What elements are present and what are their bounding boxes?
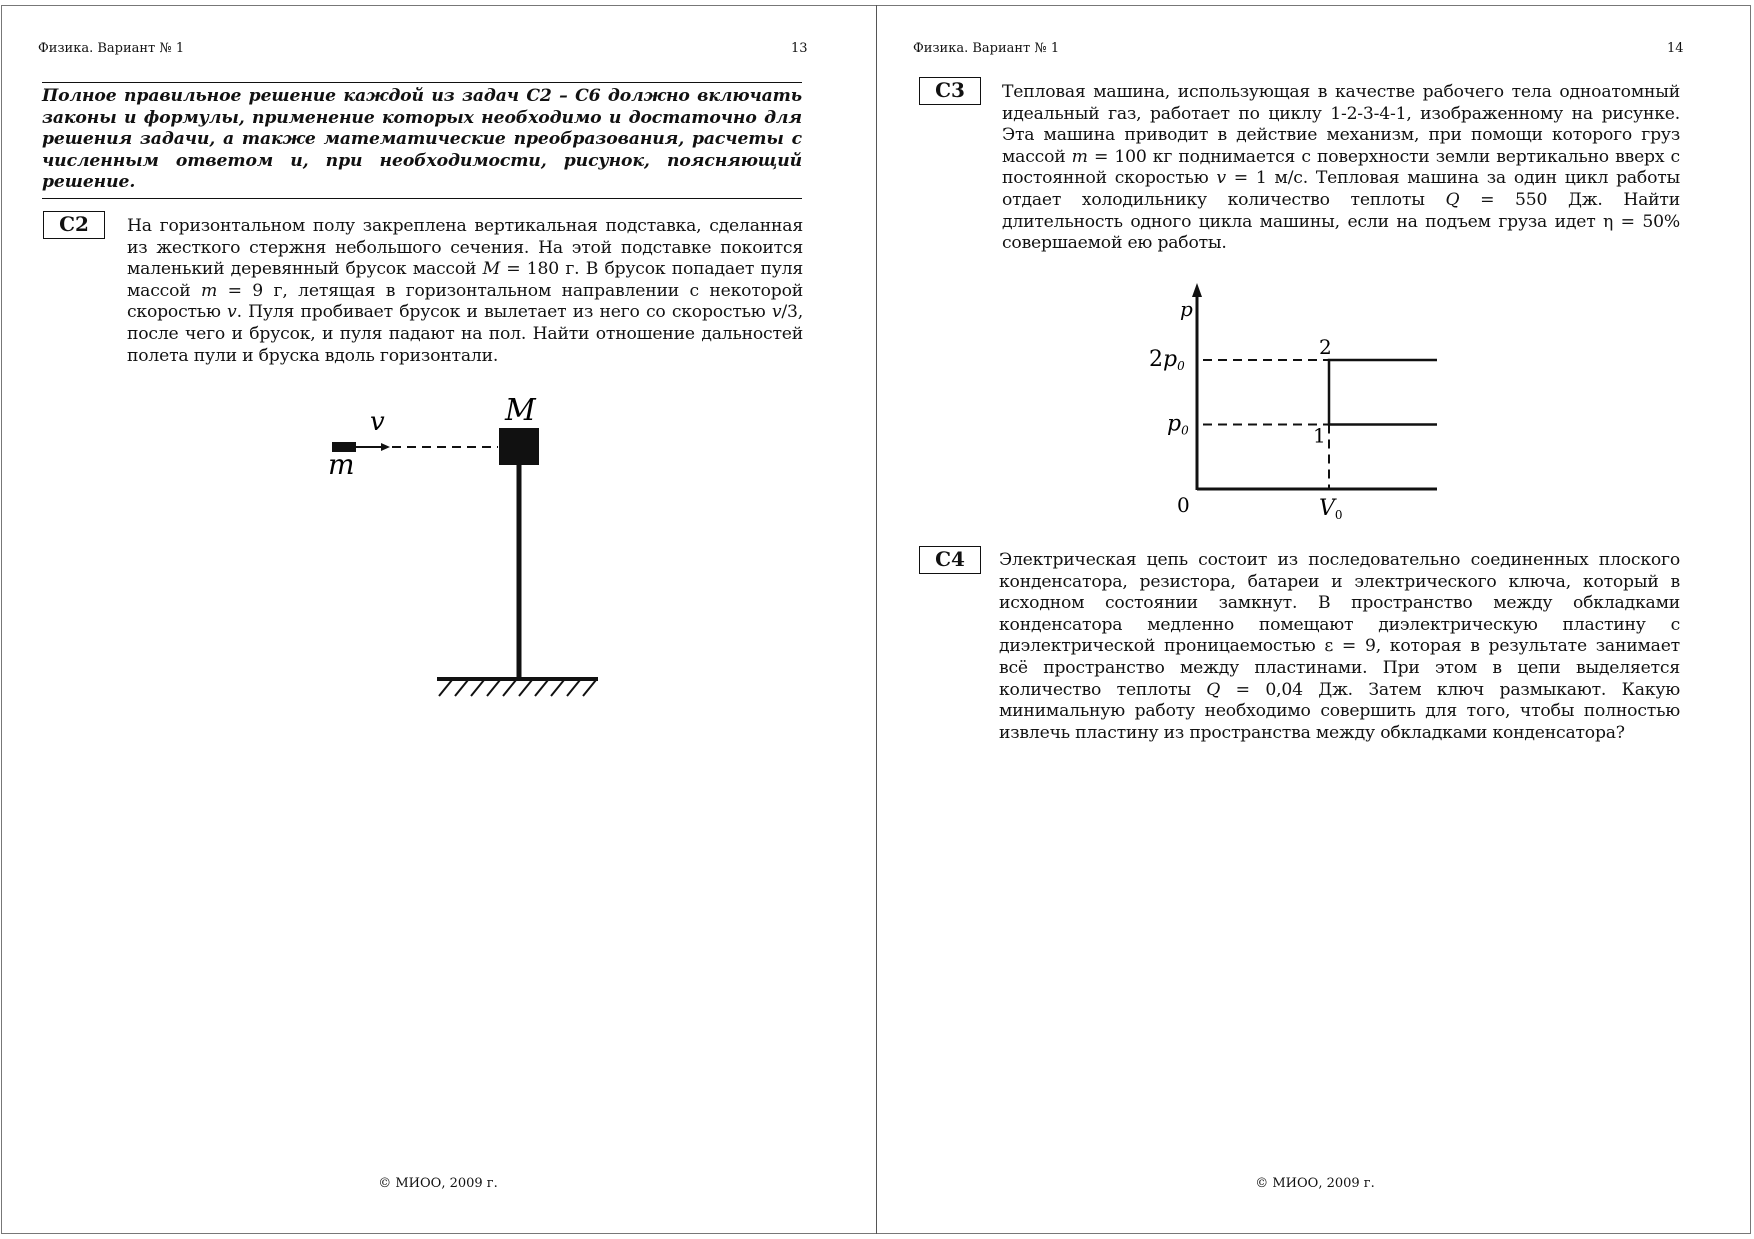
bullet-block-figure (300, 390, 620, 710)
tick-label-2p0: 2p0 (1149, 347, 1185, 373)
task-text-c2: На горизонтальном полу закреплена вертикальная подставка, сделанная из жесткого стержня небольшого сечения. На этой подставке покоится маленький деревянный брусок массой M = 180 г. В брусок попадает пуля массой m = 9 г, летящая в горизонтальном направлении с некоторой скоростью v. Пуля пробивает брусок и вылетает из него со скоростью v/3, после чего и брусок, и пуля падают на пол. Найти отношение дальностей полета пули и бруска вдоль горизонтали. (127, 216, 803, 366)
wooden-block (499, 428, 539, 465)
cycle-point-2: 2 (1319, 335, 1332, 359)
task-text-c4: Электрическая цепь состоит из последовательно соединенных плоского конденсатора, резистора, батареи и электрического ключа, который в исходном состоянии замкнут. В пространство между обкладками конденсатора медленно помещают диэлектрическую пластину с диэлектрической проницаемостью ε = 9, которая в результате занимает всё пространство между пластинами. При этом в цепи выделяется количество теплоты Q = 0,04 Дж. Затем ключ размыкают. Какую минимальную работу необходимо совершить для того, чтобы полностью извлечь пластину из пространства между обкладками конденсатора? (999, 550, 1680, 743)
task-label-c4: С4 (919, 546, 981, 574)
running-head: Физика. Вариант № 1 (913, 41, 1060, 56)
running-head: Физика. Вариант № 1 (38, 41, 185, 56)
axis-origin: 0 (1177, 493, 1190, 517)
left-page (0, 0, 876, 1239)
floor-hatching (439, 680, 596, 696)
task-text-c3: Тепловая машина, использующая в качестве рабочего тела одноатомный идеальный газ, работает по циклу 1-2-3-4-1, изображенному на рисунке. Эта машина приводит в действие механизм, при помощи которого груз массой m = 100 кг поднимается с поверхности земли вертикально вверх с постоянной скоростью v = 1 м/с. Тепловая машина за один цикл работы отдает холодильнику количество теплоты Q = 550 Дж. Найти длительность одного цикла машины, если на подъем груза идет η = 50% совершаемой ею работы. (1002, 82, 1681, 254)
label-block-mass: M (505, 393, 536, 428)
tick-label-V0: V0 (1319, 496, 1343, 522)
task-label-c3: С3 (919, 77, 981, 105)
task-label-c2: С2 (43, 211, 105, 239)
p-axis-arrowhead (1192, 283, 1202, 297)
pv-diagram (1137, 280, 1437, 530)
page-number: 14 (1667, 41, 1684, 56)
velocity-arrowhead (381, 443, 390, 451)
solution-instructions: Полное правильное решение каждой из задач С2 – С6 должно включать законы и формулы, применение которых необходимо и достаточно для решения задачи, а также математические преобразования, расчеты с численным ответом и, при необходимости, рисунок, поясняющий решение. (42, 82, 802, 199)
footer-copyright: © МИОО, 2009 г. (1255, 1176, 1375, 1191)
cycle-point-labels (1313, 335, 1437, 448)
cycle-point-1: 1 (1313, 423, 1326, 448)
right-page (877, 0, 1754, 1239)
tick-label-p0: p0 (1167, 411, 1189, 438)
page-number: 13 (791, 41, 808, 56)
label-velocity: v (370, 407, 385, 437)
label-bullet-mass: m (328, 448, 355, 481)
axis-label-p: p (1180, 297, 1193, 321)
cycle-1-2-3-4 (1329, 360, 1437, 425)
footer-copyright: © МИОО, 2009 г. (378, 1176, 498, 1191)
